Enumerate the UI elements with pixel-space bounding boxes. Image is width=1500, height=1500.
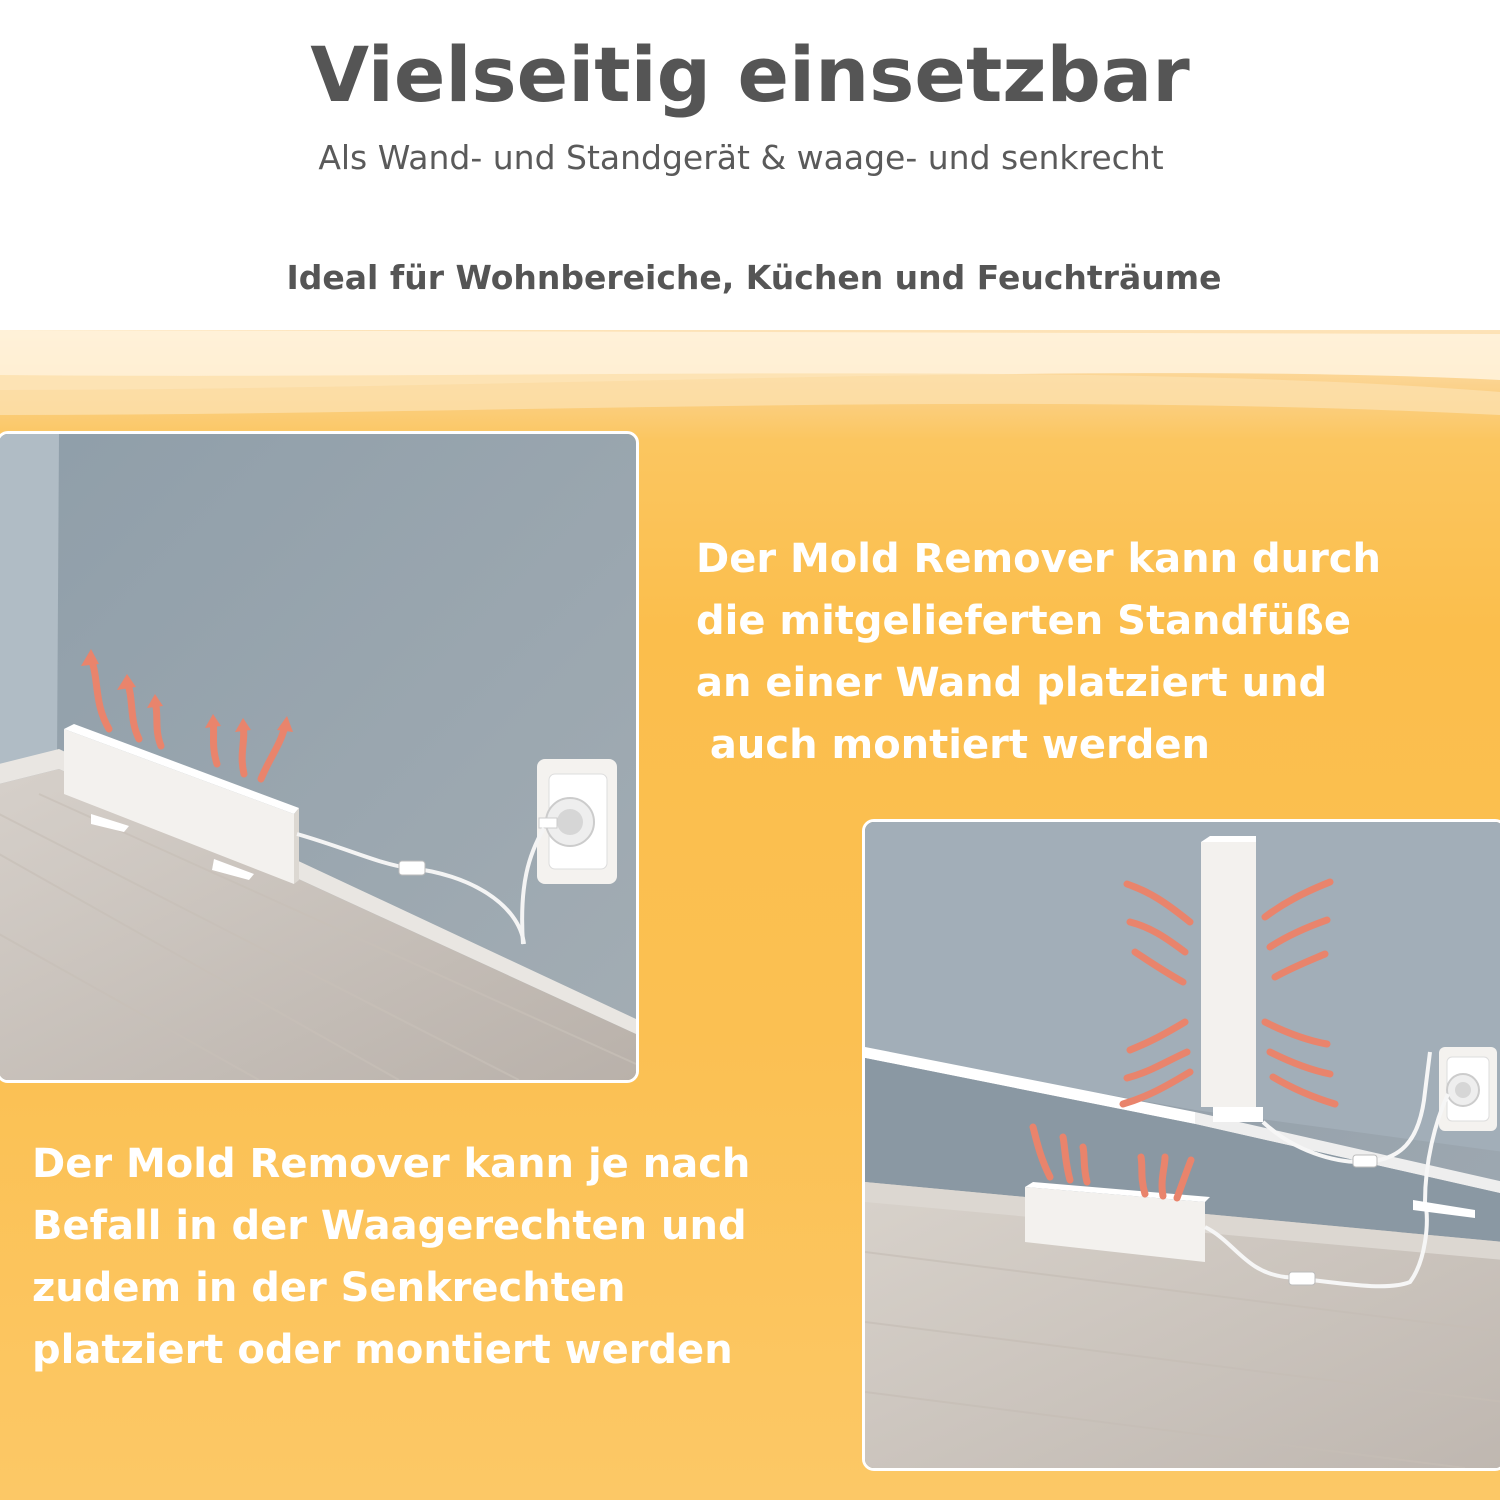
page-tagline: Ideal für Wohnbereiche, Küchen und Feuchträume [286,258,1222,297]
vertical-placement-text: Der Mold Remover kann je nach Befall in der Waagerechten und zudem in der Senkrechten platziert oder montiert werden [32,1141,751,1373]
page-subtitle: Als Wand- und Standgerät & waage- und senkrecht [318,138,1164,177]
mold-remover-device-vertical [1201,836,1263,1122]
horizontal-placement-photo [0,431,639,1083]
cable-switch-icon [399,861,425,875]
horizontal-placement-text: Der Mold Remover kann durch die mitgelieferten Standfüße an einer Wand platziert und auch montiert werden [696,536,1381,768]
light-wave-decoration [0,320,1500,440]
vertical-placement-photo [862,819,1500,1471]
page-title: Vielseitig einsetzbar [310,30,1190,119]
